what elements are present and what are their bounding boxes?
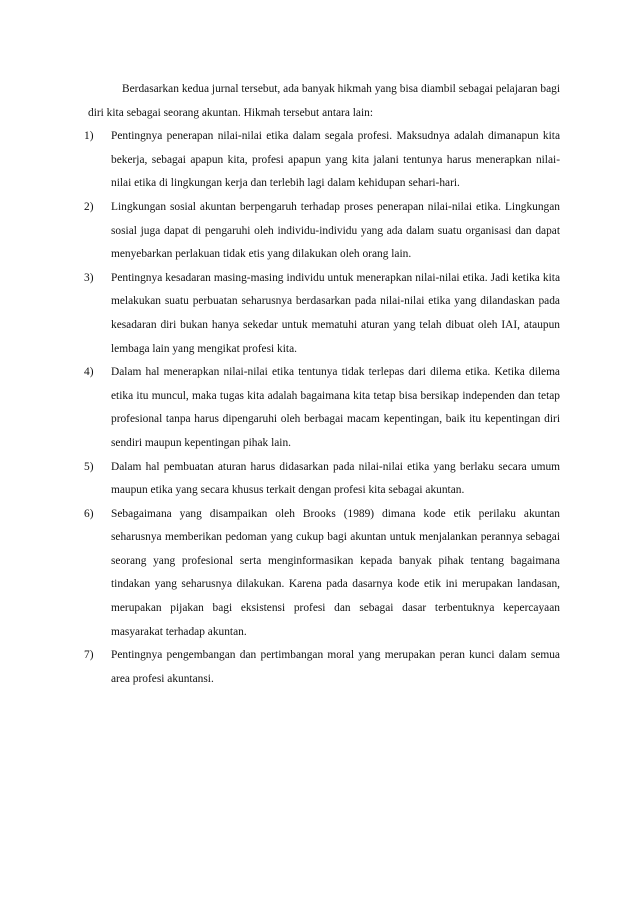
list-item-text: Dalam hal pembuatan aturan harus didasarkan pada nilai-nilai etika yang berlaku secara umum maupun etika yang secara khusus terkait dengan profesi kita sebagai akuntan. xyxy=(111,460,560,497)
list-item xyxy=(84,267,560,361)
list-item-number: 3) xyxy=(84,271,94,284)
list-item xyxy=(84,125,560,196)
document-page xyxy=(84,78,560,691)
list-item-text: Dalam hal menerapkan nilai-nilai etika tentunya tidak terlepas dari dilema etika. Ketika dilema etika itu muncul, maka tugas kita adalah bagaimana kita tetap bisa bersikap independen dan tetap profesional tanpa harus dipengaruhi oleh berbagai macam kepentingan, baik itu kepentingan diri sendiri maupun kepentingan pihak lain. xyxy=(111,366,560,449)
list-item-number: 2) xyxy=(84,200,94,213)
list-item-text: Pentingnya pengembangan dan pertimbangan moral yang merupakan peran kunci dalam semua area profesi akuntansi. xyxy=(111,649,560,685)
list-item-number: 6) xyxy=(84,507,94,520)
list-item-number: 5) xyxy=(84,460,94,473)
list-item-text: Pentingnya kesadaran masing-masing individu untuk menerapkan nilai-nilai etika. Jadi ketika kita melakukan suatu perbuatan seharusnya berdasarkan pada nilai-nilai etika yang dilandaskan pada kesadaran diri bukan hanya sekedar untuk mematuhi aturan yang telah dibuat oleh IAI, ataupun lembaga lain yang mengikat profesi kita. xyxy=(111,271,560,355)
list-item xyxy=(84,644,560,691)
intro-paragraph: Berdasarkan kedua jurnal tersebut, ada banyak hikmah yang bisa diambil sebagai pelajaran bagi diri kita sebagai seorang akuntan. Hikmah tersebut antara lain: xyxy=(88,83,560,119)
list-item-number: 7) xyxy=(84,649,94,662)
list-item xyxy=(84,196,560,267)
list-item xyxy=(84,361,560,455)
list-item-text: Lingkungan sosial akuntan berpengaruh terhadap proses penerapan nilai-nilai etika. Lingkungan sosial juga dapat di pengaruhi oleh individu-individu yang ada dalam suatu organisasi dan dapat menyebarkan perlakuan tidak etis yang dilakukan oleh orang lain. xyxy=(111,200,560,261)
list-item-text: Sebagaimana yang disampaikan oleh Brooks (1989) dimana kode etik perilaku akuntan seharusnya memberikan pedoman yang cukup bagi akuntan untuk menjalankan perannya sebagai seorang yang profesional serta menginformasikan kepada banyak pihak tentang bagaimana tindakan yang seharusnya dilakukan. Karena pada dasarnya kode etik ini merupakan landasan, merupakan pijakan bagi eksistensi profesi dan sebagai dasar terbentuknya kepercayaan masyarakat terhadap akuntan. xyxy=(111,507,560,638)
hikmah-list xyxy=(84,125,560,691)
list-item-number: 1) xyxy=(84,130,94,143)
list-item-number: 4) xyxy=(84,366,94,379)
list-item-text: Pentingnya penerapan nilai-nilai etika dalam segala profesi. Maksudnya adalah dimanapun kita bekerja, sebagai apapun kita, profesi apapun yang kita jalani tentunya harus menerapkan nilai-nilai etika di lingkungan kerja dan terlebih lagi dalam kehidupan sehari-hari. xyxy=(111,130,560,190)
list-item xyxy=(84,503,560,645)
list-item xyxy=(84,456,560,503)
